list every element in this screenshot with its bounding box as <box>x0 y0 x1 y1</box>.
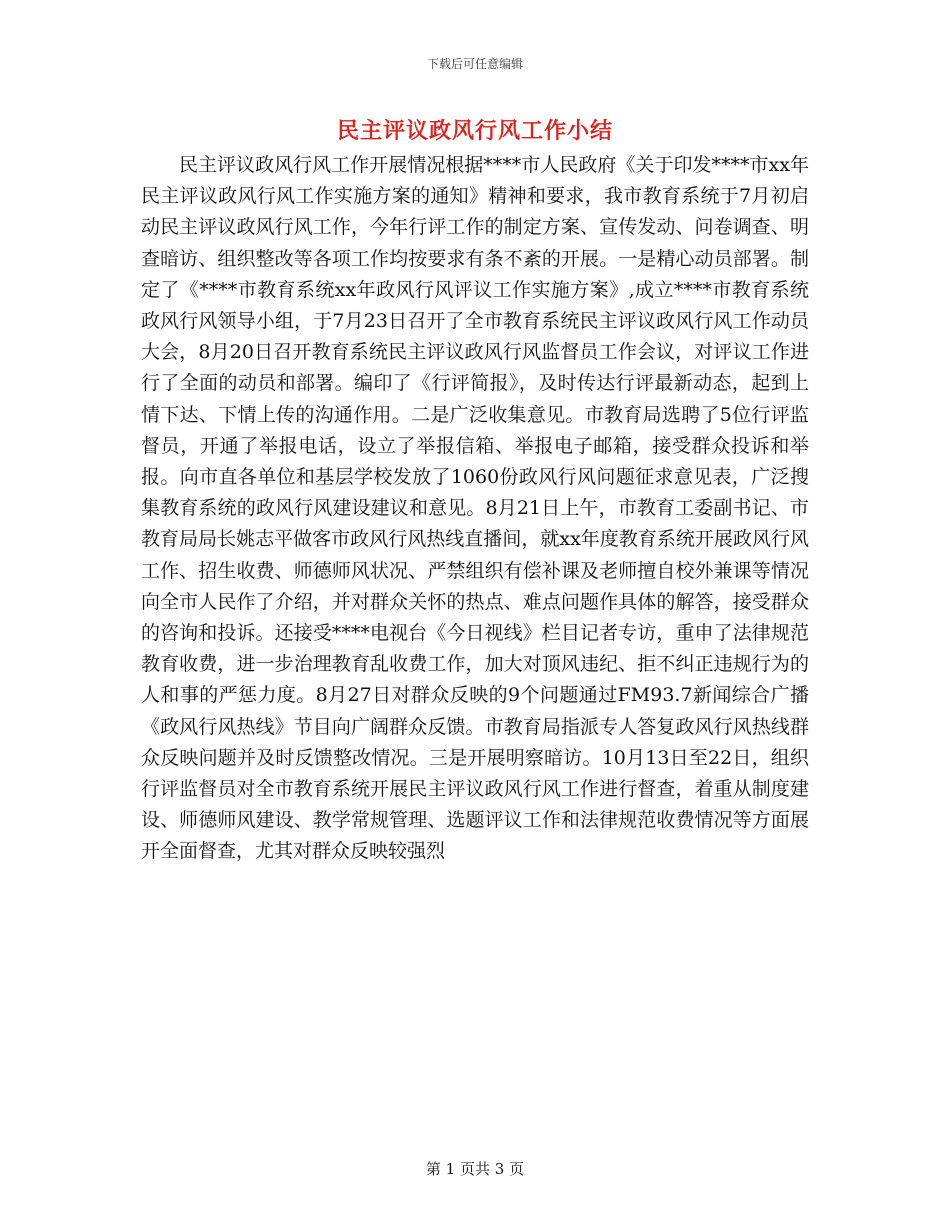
header-note: 下载后可任意编辑 <box>426 57 523 71</box>
body-paragraph: 民主评议政风行风工作开展情况根据****市人民政府《关于印发****市xx年民主评议政风行风工作实施方案的通知》精神和要求，我市教育系统于7月初启动民主评议政风行风工作，今年行评工作的制定方案、宣传发动、问卷调查、明查暗访、组织整改等各项工作均按要求有条不紊的开展。一是精心动员部署。制定了《****市教育系统xx年政风行风评议工作实施方案》,成立****市教育系统政风行风领导小组，于7月23日召开了全市教育系统民主评议政风行风工作动员大会，8月20日召开教育系统民主评议政风行风监督员工作会议，对评议工作进行了全面的动员和部署。编印了《行评简报》，及时传达行评最新动态，起到上情下达、下情上传的沟通作用。二是广泛收集意见。市教育局选聘了5位行评监督员，开通了举报电话，设立了举报信箱、举报电子邮箱，接受群众投诉和举报。向市直各单位和基层学校发放了1060份政风行风问题征求意见表，广泛搜集教育系统的政风行风建设建议和意见。8月21日上午，市教育工委副书记、市教育局局长姚志平做客市政风行风热线直播间，就xx年度教育系统开展政风行风工作、招生收费、师德师风状况、严禁组织有偿补课及老师擅自校外兼课等情况向全市人民作了介绍，并对群众关怀的热点、难点问题作具体的解答，接受群众的咨询和投诉。还接受****电视台《今日视线》栏目记者专访，重申了法律规范教育收费，进一步治理教育乱收费工作，加大对顶风违纪、拒不纠正违规行为的人和事的严惩力度。8月27日对群众反映的9个问题通过FM93.7新闻综合广播《政风行风热线》节目向广阔群众反馈。市教育局指派专人答复政风行风热线群众反映问题并及时反馈整改情况。三是开展明察暗访。10月13日至22日，组织行评监督员对全市教育系统开展民主评议政风行风工作进行督查，着重从制度建设、师德师风建设、教学常规管理、选题评议工作和法律规范收费情况等方面展开全面督查，尤其对群众反映较强烈 <box>141 154 809 863</box>
page-number-footer: 第 1 页共 3 页 <box>425 1160 525 1178</box>
document-title: 民主评议政风行风工作小结 <box>336 118 613 144</box>
